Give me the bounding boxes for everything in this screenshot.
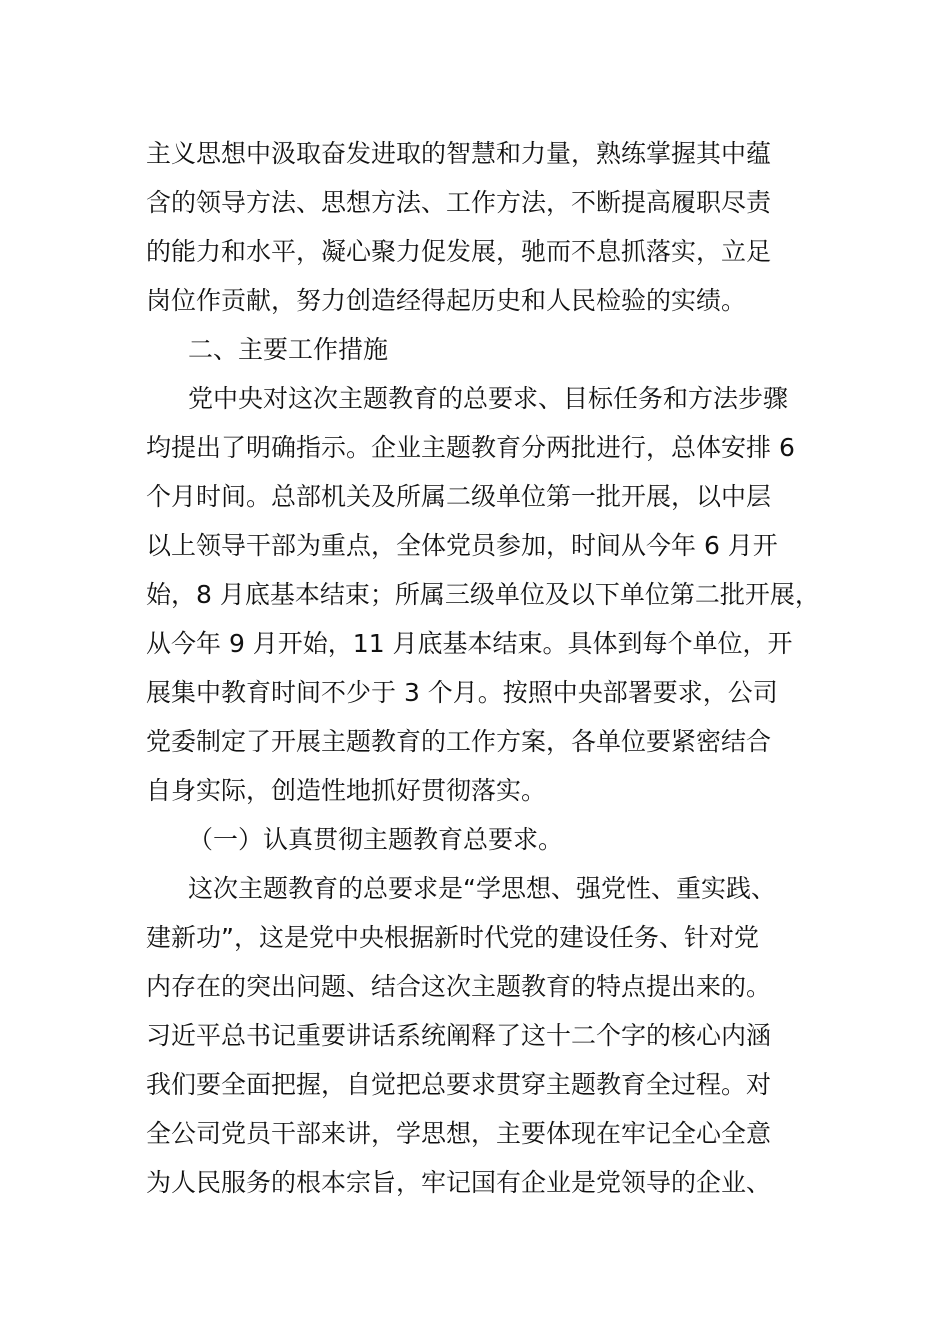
paragraph-line: 我们要全面把握，自觉把总要求贯穿主题教育全过程。对: [146, 1070, 772, 1099]
paragraph-line: 从今年 9 月开始，11 月底基本结束。具体到每个单位，开: [146, 629, 793, 658]
paragraph-line: 党委制定了开展主题教育的工作方案，各单位要紧密结合: [146, 727, 772, 756]
paragraph-line: 以上领导干部为重点，全体党员参加，时间从今年 6 月开: [146, 531, 778, 560]
paragraph-line: 建新功”，这是党中央根据新时代党的建设任务、针对党: [146, 923, 759, 952]
paragraph-line: 全公司党员干部来讲，学思想，主要体现在牢记全心全意: [146, 1119, 772, 1148]
paragraph-line: 岗位作贡献，努力创造经得起历史和人民检验的实绩。: [146, 286, 747, 315]
paragraph-line: 均提出了明确指示。企业主题教育分两批进行，总体安排 6: [146, 433, 795, 462]
paragraph-line: 展集中教育时间不少于 3 个月。按照中央部署要求，公司: [146, 678, 778, 707]
paragraph-line: 习近平总书记重要讲话系统阐释了这十二个字的核心内涵: [146, 1021, 772, 1050]
paragraph-line: 党中央对这次主题教育的总要求、目标任务和方法步骤: [188, 384, 789, 413]
paragraph-line: 的能力和水平，凝心聚力促发展，驰而不息抓落实，立足: [146, 237, 772, 266]
paragraph-line: 内存在的突出问题、结合这次主题教育的特点提出来的。: [146, 972, 772, 1001]
paragraph-line: 为人民服务的根本宗旨，牢记国有企业是党领导的企业、: [146, 1168, 772, 1197]
paragraph-line: 自身实际，创造性地抓好贯彻落实。: [146, 776, 547, 805]
paragraph-line: 始，8 月底基本结束；所属三级单位及以下单位第二批开展，: [146, 580, 820, 609]
subsection-heading: （一）认真贯彻主题教育总要求。: [188, 825, 564, 854]
paragraph-line: 主义思想中汲取奋发进取的智慧和力量，熟练掌握其中蕴: [146, 139, 772, 168]
paragraph-line: 含的领导方法、思想方法、工作方法，不断提高履职尽责: [146, 188, 772, 217]
section-heading: 二、主要工作措施: [188, 335, 389, 364]
paragraph-line: 这次主题教育的总要求是“学思想、强党性、重实践、: [188, 874, 776, 903]
paragraph-line: 个月时间。总部机关及所属二级单位第一批开展，以中层: [146, 482, 772, 511]
